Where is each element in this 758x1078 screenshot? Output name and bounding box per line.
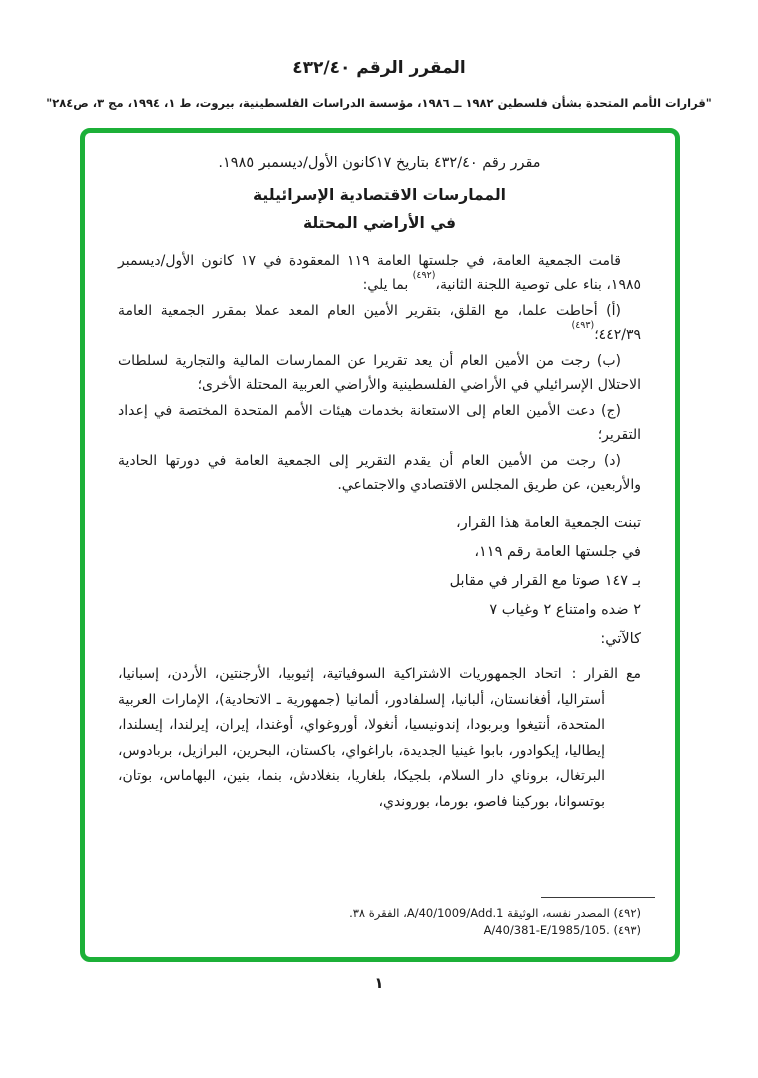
footnotes-block xyxy=(118,897,641,939)
vote-line: بـ ١٤٧ صوتا مع القرار في مقابل xyxy=(449,573,641,589)
voting-with-list xyxy=(118,662,641,815)
decision-title-line2: في الأراضي المحتلة xyxy=(302,214,457,232)
vote-line: ٢ ضده وامتناع ٢ وغياب ٧ xyxy=(489,602,641,618)
footnote-text: المصدر نفسه، الوثيقة xyxy=(503,906,614,920)
footnote-text: ، الفقرة ٣٨. xyxy=(349,906,407,920)
paragraph-text: (ج) دعت الأمين العام إلى الاستعانة بخدمات هيئات الأمم المتحدة المختصة في إعداد التقرير؛ xyxy=(118,403,641,443)
countries-with: اتحاد الجمهوريات الاشتراكية السوفياتية، إثيوبيا، الأرجنتين، الأردن، إسبانيا، أستراليا، أفغانستان، ألبانيا، إلسلفادور، ألمانيا (جمهورية ـ الاتحادية)، الإمارات العربية المتحدة، أنتيغوا وبربودا، إندونيسيا، أنغولا، أوروغواي، أوغندا، إيران، إيرلندا، إيسلندا، إيطاليا، إيكوادور، بابوا غينيا الجديدة، باراغواي، باكستان، البحرين، البرازيل، بربادوس، البرتغال، بروناي دار السلام، بلجيكا، بلغاريا، بنغلادش، بنما، بنين، البهاماس، بوتان، بوتسوانا، بوركينا فاصو، بورما، بوروندي، xyxy=(118,666,605,810)
footnote-ref: (٤٩٣) xyxy=(613,923,641,937)
footnote-ref-493: (٤٩٣) xyxy=(571,320,595,332)
paragraph-text: (أ) أحاطت علما، مع القلق، بتقرير الأمين العام المعد عملا بمقرر الجمعية العامة ٤٤٢/٣٩؛ xyxy=(118,303,641,343)
footnote-ref-492: (٤٩٢) xyxy=(412,270,436,282)
decree-line: مقرر رقم ٤٣٢/٤٠ بتاريخ ١٧كانون الأول/ديسمبر ١٩٨٥. xyxy=(218,155,541,171)
footnote-493 xyxy=(118,922,641,939)
paragraph-d xyxy=(118,449,641,497)
page-number: ١ xyxy=(374,974,384,992)
paragraph-b xyxy=(118,349,641,397)
paragraph-intro xyxy=(118,249,641,297)
footnote-492 xyxy=(118,905,641,922)
decision-paragraphs xyxy=(118,249,641,497)
un-doc-symbol: A/40/381-E/1985/105. xyxy=(483,923,610,937)
paragraph-tail: بما يلي: xyxy=(362,277,413,293)
paragraph-a xyxy=(118,299,641,347)
page-title: المقرر الرقم ٤٣٢/٤٠ xyxy=(292,58,466,78)
source-citation: "قرارات الأمم المتحدة بشأن فلسطين ١٩٨٢ ــ ١٩٨٦، مؤسسة الدراسات الفلسطينية، بيروت، ط ١، ١٩٩٤، مج ٣، ص٢٨٤" xyxy=(46,96,712,110)
paragraph-text: قامت الجمعية العامة، في جلستها العامة ١١٩ المعقودة في ١٧ كانون الأول/ديسمبر ١٩٨٥، بناء على توصية اللجنة الثانية، xyxy=(118,253,641,293)
paragraph-c xyxy=(118,399,641,447)
vote-line: تبنت الجمعية العامة هذا القرار، xyxy=(456,515,641,531)
un-doc-symbol: A/40/1009/Add.1 xyxy=(406,906,504,920)
vote-line: في جلستها العامة رقم ١١٩، xyxy=(474,544,641,560)
vote-line: كالآتي: xyxy=(600,631,641,647)
paragraph-text: (د) رجت من الأمين العام أن يقدم التقرير إلى الجمعية العامة في دورتها الحادية والأربعين، عن طريق المجلس الاقتصادي والاجتماعي. xyxy=(118,453,641,493)
paragraph-text: (ب) رجت من الأمين العام أن يعد تقريرا عن الممارسات المالية والتجارية لسلطات الاحتلال الإسرائيلي في الأراضي الفلسطينية والأراضي العربية المحتلة الأخرى؛ xyxy=(118,353,641,393)
vote-with-label: مع القرار : xyxy=(571,666,641,682)
footnote-separator xyxy=(541,897,655,898)
decision-content xyxy=(85,133,675,957)
vote-result xyxy=(118,509,641,654)
decision-box xyxy=(80,128,680,962)
decision-title-line1: الممارسات الاقتصادية الإسرائيلية xyxy=(253,186,506,204)
footnote-ref: (٤٩٢) xyxy=(613,906,641,920)
